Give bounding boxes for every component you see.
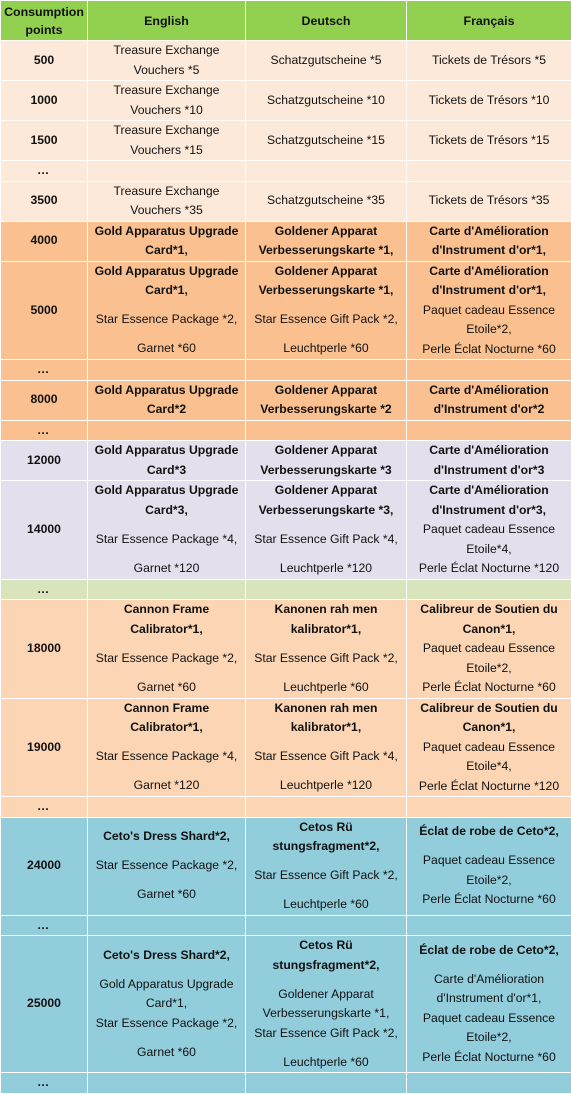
reward-item: Perle Éclat Nocturne *60: [410, 1048, 568, 1068]
reward-cell-en: [88, 380, 246, 420]
reward-item: Garnet *120: [91, 776, 242, 796]
reward-cell-en: [88, 221, 246, 261]
table-row: [1, 797, 571, 818]
table-row: [1, 121, 571, 161]
reward-item: Star Essence Package *4,: [91, 747, 242, 767]
consumption-points-cell: …: [1, 915, 88, 936]
reward-cell-en: [88, 936, 246, 1073]
consumption-points-cell: 18000: [1, 600, 88, 699]
reward-cell-en: [88, 698, 246, 797]
reward-item-main: Goldener Apparat Verbesserungskarte *3,: [249, 481, 403, 520]
reward-item-main: Carte d'Amélioration d'Instrument d'or*2: [410, 381, 568, 420]
reward-item-main: Cannon Frame Calibrator*1,: [91, 600, 242, 639]
reward-item-main: Cetos Rü stungsfragment*2,: [249, 936, 403, 975]
reward-cell-de: [246, 579, 407, 600]
reward-cell-fr: [407, 261, 571, 360]
reward-cell-de: [246, 380, 407, 420]
reward-cell-en: [88, 121, 246, 161]
reward-item: Leuchtperle *60: [249, 339, 403, 359]
reward-cell-fr: [407, 481, 571, 580]
table-row: [1, 81, 571, 121]
consumption-points-cell: 4000: [1, 221, 88, 261]
reward-cell-de: [246, 817, 407, 915]
reward-cell-fr: [407, 797, 571, 818]
reward-cell-en: [88, 181, 246, 221]
reward-item: Paquet cadeau Essence Etoile*2,: [410, 639, 568, 678]
table-row: [1, 161, 571, 182]
reward-cell-de: [246, 161, 407, 182]
reward-cell-fr: [407, 360, 571, 381]
reward-item: Tickets de Trésors *35: [410, 191, 568, 211]
line-gap: [249, 886, 403, 896]
reward-cell-en: [88, 817, 246, 915]
reward-item: Leuchtperle *120: [249, 776, 403, 796]
reward-item: Garnet *60: [91, 885, 242, 905]
reward-item: Perle Éclat Nocturne *60: [410, 340, 568, 360]
reward-item: Schatzgutscheine *5: [249, 51, 403, 71]
table-row: [1, 1073, 571, 1094]
reward-cell-fr: [407, 420, 571, 441]
reward-item: Star Essence Package *2,: [91, 649, 242, 669]
line-gap: [91, 1033, 242, 1043]
reward-item: Perle Éclat Nocturne *60: [410, 678, 568, 698]
reward-item: Schatzgutscheine *35: [249, 191, 403, 211]
reward-cell-de: [246, 441, 407, 481]
consumption-points-cell: …: [1, 161, 88, 182]
reward-item-main: Ceto's Dress Shard*2,: [91, 827, 242, 847]
reward-item: Garnet *60: [91, 339, 242, 359]
reward-cell-en: [88, 481, 246, 580]
reward-item: Treasure Exchange Vouchers *35: [91, 182, 242, 221]
reward-cell-fr: [407, 380, 571, 420]
line-gap: [91, 767, 242, 777]
reward-item: Paquet cadeau Essence Etoile*4,: [410, 520, 568, 559]
reward-item: Leuchtperle *120: [249, 559, 403, 579]
reward-item: Schatzgutscheine *10: [249, 91, 403, 111]
reward-item-main: Gold Apparatus Upgrade Card*1,: [91, 222, 242, 261]
reward-cell-fr: [407, 600, 571, 699]
header-francais: Français: [407, 1, 571, 41]
reward-item: Star Essence Package *2,: [91, 310, 242, 330]
reward-cell-fr: [407, 1073, 571, 1094]
reward-item-main: Gold Apparatus Upgrade Card*3,: [91, 481, 242, 520]
reward-item: Treasure Exchange Vouchers *15: [91, 121, 242, 160]
line-gap: [410, 960, 568, 970]
reward-item-main: Gold Apparatus Upgrade Card*2: [91, 381, 242, 420]
reward-item: Tickets de Trésors *5: [410, 51, 568, 71]
reward-item-main: Cetos Rü stungsfragment*2,: [249, 818, 403, 857]
table-row: [1, 420, 571, 441]
line-gap: [410, 842, 568, 852]
reward-item: Star Essence Gift Pack *2,: [249, 1024, 403, 1044]
reward-cell-fr: [407, 817, 571, 915]
reward-cell-de: [246, 41, 407, 81]
header-deutsch: Deutsch: [246, 1, 407, 41]
reward-item-main: Carte d'Amélioration d'Instrument d'or*3: [410, 441, 568, 480]
line-gap: [91, 847, 242, 857]
consumption-points-cell: 3500: [1, 181, 88, 221]
reward-item: Leuchtperle *60: [249, 895, 403, 915]
table-row: [1, 181, 571, 221]
reward-cell-de: [246, 698, 407, 797]
line-gap: [249, 301, 403, 311]
line-gap: [249, 975, 403, 985]
reward-cell-en: [88, 360, 246, 381]
reward-cell-en: [88, 81, 246, 121]
reward-item: Star Essence Gift Pack *4,: [249, 530, 403, 550]
consumption-points-cell: 1000: [1, 81, 88, 121]
reward-item-main: Goldener Apparat Verbesserungskarte *1,: [249, 262, 403, 301]
table-row: [1, 915, 571, 936]
reward-cell-de: [246, 481, 407, 580]
line-gap: [91, 330, 242, 340]
reward-cell-en: [88, 579, 246, 600]
reward-cell-de: [246, 360, 407, 381]
reward-item: Garnet *120: [91, 559, 242, 579]
reward-cell-en: [88, 600, 246, 699]
reward-item: Star Essence Gift Pack *2,: [249, 866, 403, 886]
reward-item: Star Essence Package *2,: [91, 856, 242, 876]
reward-item: Tickets de Trésors *15: [410, 131, 568, 151]
reward-item-main: Gold Apparatus Upgrade Card*1,: [91, 262, 242, 301]
reward-item-main: Kanonen rah men kalibrator*1,: [249, 699, 403, 738]
reward-cell-de: [246, 121, 407, 161]
header-english: English: [88, 1, 246, 41]
reward-cell-de: [246, 936, 407, 1073]
reward-item: Paquet cadeau Essence Etoile*2,: [410, 301, 568, 340]
reward-cell-en: [88, 441, 246, 481]
line-gap: [91, 520, 242, 530]
reward-item: Gold Apparatus Upgrade Card*1,: [91, 975, 242, 1014]
reward-cell-en: [88, 161, 246, 182]
consumption-points-cell: …: [1, 420, 88, 441]
header-consumption-points: Consumption points: [1, 1, 88, 41]
reward-item: Tickets de Trésors *10: [410, 91, 568, 111]
consumption-points-cell: 1500: [1, 121, 88, 161]
reward-cell-de: [246, 261, 407, 360]
reward-item-main: Carte d'Amélioration d'Instrument d'or*1,: [410, 262, 568, 301]
table-row: [1, 936, 571, 1073]
reward-cell-de: [246, 181, 407, 221]
header-row: [1, 1, 571, 41]
reward-cell-fr: [407, 698, 571, 797]
reward-cell-en: [88, 915, 246, 936]
table-row: [1, 360, 571, 381]
reward-cell-en: [88, 1073, 246, 1094]
reward-item-main: Carte d'Amélioration d'Instrument d'or*3,: [410, 481, 568, 520]
reward-item-main: Goldener Apparat Verbesserungskarte *3: [249, 441, 403, 480]
reward-item: Star Essence Gift Pack *2,: [249, 649, 403, 669]
reward-cell-en: [88, 797, 246, 818]
reward-item-main: Cannon Frame Calibrator*1,: [91, 699, 242, 738]
consumption-points-cell: 24000: [1, 817, 88, 915]
reward-item: Carte d'Amélioration d'Instrument d'or*1,: [410, 970, 568, 1009]
reward-item-main: Calibreur de Soutien du Canon*1,: [410, 600, 568, 639]
reward-cell-de: [246, 797, 407, 818]
reward-item: Star Essence Gift Pack *4,: [249, 747, 403, 767]
reward-item-main: Carte d'Amélioration d'Instrument d'or*1,: [410, 222, 568, 261]
table-row: [1, 481, 571, 580]
reward-cell-de: [246, 81, 407, 121]
reward-item: Leuchtperle *60: [249, 1053, 403, 1073]
table-row: [1, 41, 571, 81]
consumption-points-cell: 8000: [1, 380, 88, 420]
reward-item: Paquet cadeau Essence Etoile*2,: [410, 851, 568, 890]
reward-item: Star Essence Gift Pack *2,: [249, 310, 403, 330]
reward-cell-de: [246, 915, 407, 936]
consumption-points-cell: 5000: [1, 261, 88, 360]
reward-cell-en: [88, 41, 246, 81]
reward-cell-fr: [407, 579, 571, 600]
consumption-points-cell: …: [1, 797, 88, 818]
line-gap: [249, 738, 403, 748]
line-gap: [249, 639, 403, 649]
consumption-points-cell: 19000: [1, 698, 88, 797]
line-gap: [249, 330, 403, 340]
reward-item-main: Calibreur de Soutien du Canon*1,: [410, 699, 568, 738]
line-gap: [249, 1043, 403, 1053]
consumption-points-cell: 14000: [1, 481, 88, 580]
reward-cell-en: [88, 420, 246, 441]
reward-item: Garnet *60: [91, 1043, 242, 1063]
reward-item: Leuchtperle *60: [249, 678, 403, 698]
reward-cell-de: [246, 420, 407, 441]
reward-cell-fr: [407, 161, 571, 182]
line-gap: [249, 857, 403, 867]
reward-item: Paquet cadeau Essence Etoile*2,: [410, 1009, 568, 1048]
reward-cell-fr: [407, 441, 571, 481]
table-row: [1, 817, 571, 915]
consumption-points-cell: 12000: [1, 441, 88, 481]
reward-item-main: Kanonen rah men kalibrator*1,: [249, 600, 403, 639]
reward-item: Treasure Exchange Vouchers *5: [91, 41, 242, 80]
reward-item: Perle Éclat Nocturne *120: [410, 777, 568, 797]
reward-item-main: Éclat de robe de Ceto*2,: [410, 941, 568, 961]
reward-item: Treasure Exchange Vouchers *10: [91, 81, 242, 120]
reward-cell-fr: [407, 915, 571, 936]
reward-cell-de: [246, 221, 407, 261]
table-body: [1, 41, 571, 1094]
reward-cell-fr: [407, 121, 571, 161]
line-gap: [249, 767, 403, 777]
line-gap: [249, 668, 403, 678]
table-row: [1, 380, 571, 420]
reward-cell-de: [246, 600, 407, 699]
line-gap: [91, 668, 242, 678]
reward-cell-fr: [407, 81, 571, 121]
reward-item-main: Goldener Apparat Verbesserungskarte *2: [249, 381, 403, 420]
line-gap: [91, 639, 242, 649]
line-gap: [91, 301, 242, 311]
line-gap: [249, 520, 403, 530]
reward-cell-fr: [407, 181, 571, 221]
line-gap: [91, 549, 242, 559]
table-row: [1, 261, 571, 360]
reward-item: Perle Éclat Nocturne *120: [410, 559, 568, 579]
reward-cell-fr: [407, 221, 571, 261]
reward-item-main: Gold Apparatus Upgrade Card*3: [91, 441, 242, 480]
reward-item: Star Essence Package *2,: [91, 1014, 242, 1034]
reward-item-main: Ceto's Dress Shard*2,: [91, 946, 242, 966]
reward-item: Schatzgutscheine *15: [249, 131, 403, 151]
consumption-points-cell: …: [1, 1073, 88, 1094]
consumption-points-cell: …: [1, 579, 88, 600]
reward-cell-en: [88, 261, 246, 360]
consumption-points-cell: 25000: [1, 936, 88, 1073]
reward-cell-fr: [407, 41, 571, 81]
table-row: [1, 698, 571, 797]
table-row: [1, 600, 571, 699]
line-gap: [249, 549, 403, 559]
line-gap: [91, 738, 242, 748]
reward-item: Garnet *60: [91, 678, 242, 698]
consumption-points-cell: …: [1, 360, 88, 381]
consumption-points-cell: 500: [1, 41, 88, 81]
table-row: [1, 579, 571, 600]
reward-item: Paquet cadeau Essence Etoile*4,: [410, 738, 568, 777]
reward-cell-fr: [407, 936, 571, 1073]
reward-item: Perle Éclat Nocturne *60: [410, 890, 568, 910]
line-gap: [91, 876, 242, 886]
table-row: [1, 221, 571, 261]
reward-cell-de: [246, 1073, 407, 1094]
line-gap: [91, 965, 242, 975]
reward-item: Goldener Apparat Verbesserungskarte *1,: [249, 985, 403, 1024]
reward-item: Star Essence Package *4,: [91, 530, 242, 550]
reward-item-main: Éclat de robe de Ceto*2,: [410, 822, 568, 842]
table-row: [1, 441, 571, 481]
reward-item-main: Goldener Apparat Verbesserungskarte *1,: [249, 222, 403, 261]
